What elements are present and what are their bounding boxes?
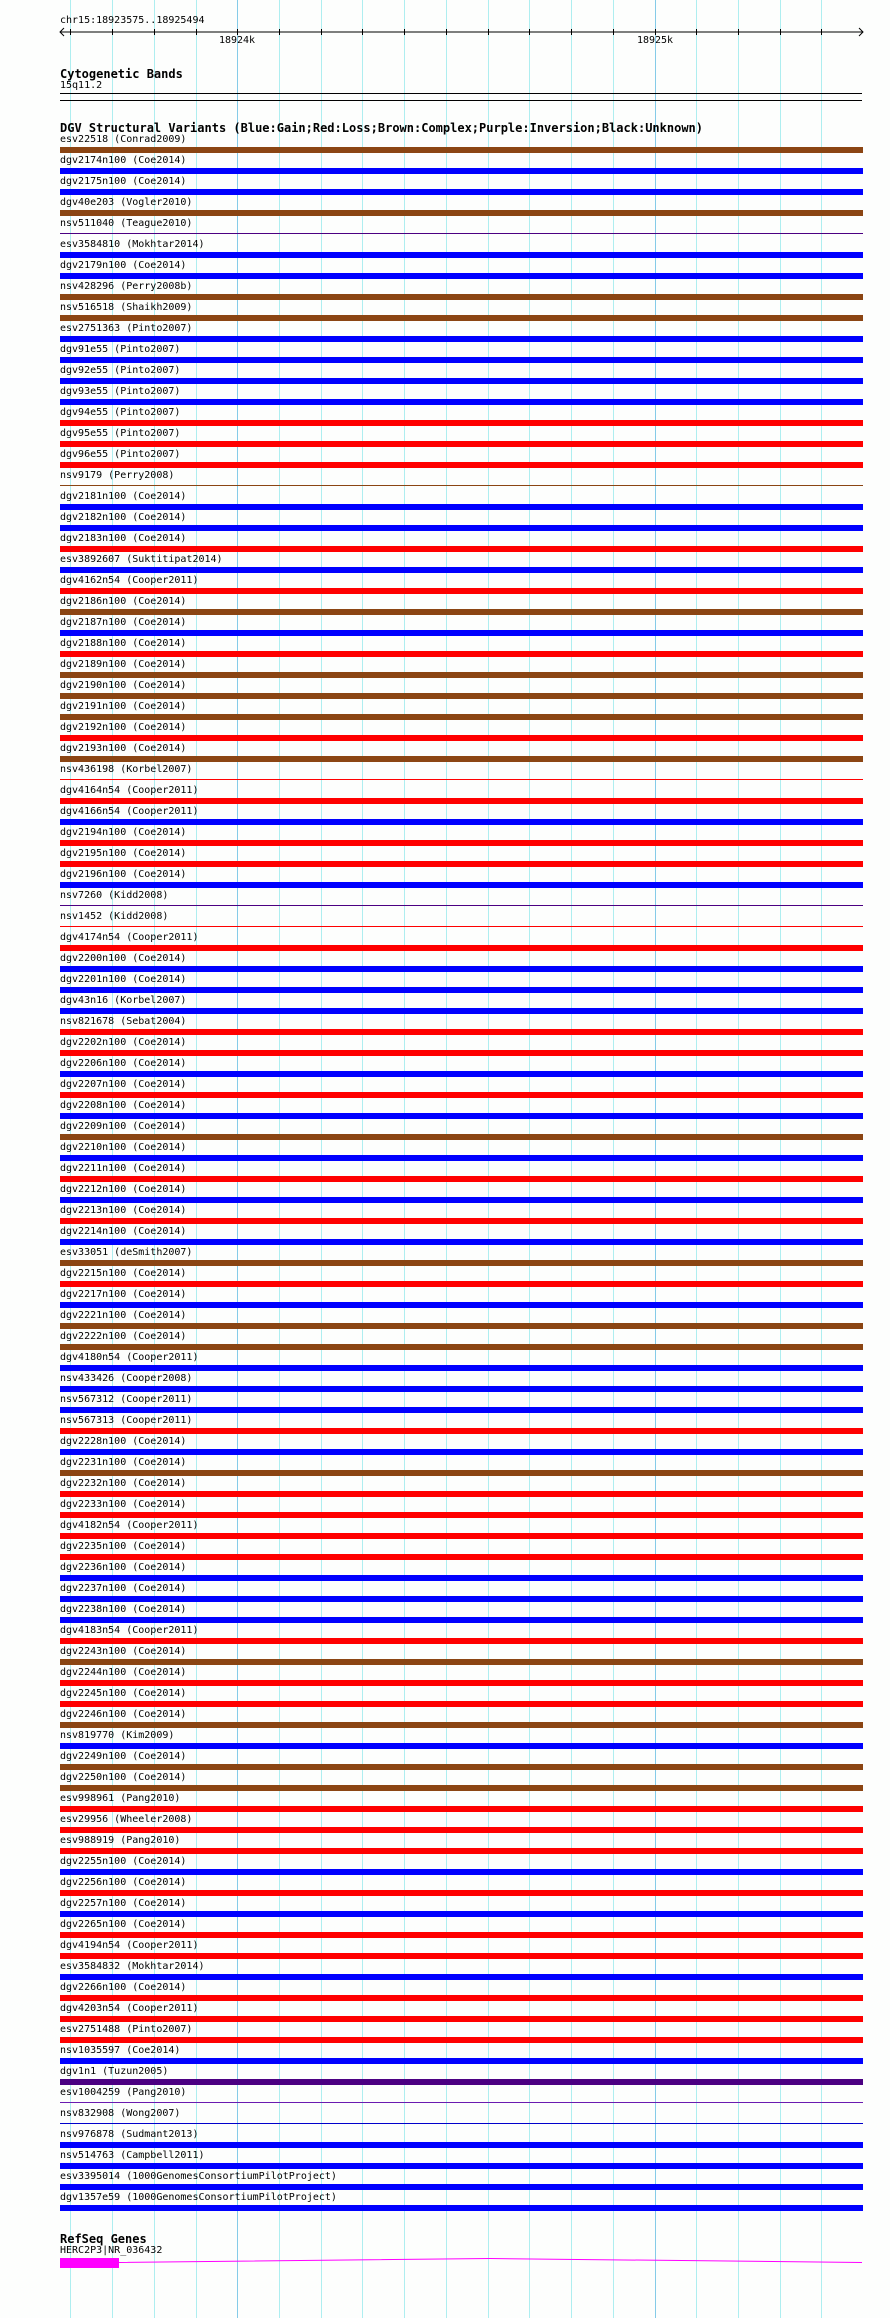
variant-label[interactable]: nsv976878 (Sudmant2013) — [60, 2129, 199, 2140]
variant-label[interactable]: dgv2236n100 (Coe2014) — [60, 1562, 187, 1573]
variant-complex-bar[interactable] — [60, 485, 863, 486]
variant-label[interactable]: dgv1n1 (Tuzun2005) — [60, 2066, 169, 2077]
variant-label[interactable]: dgv4180n54 (Cooper2011) — [60, 1352, 199, 1363]
variant-label[interactable]: dgv2192n100 (Coe2014) — [60, 722, 187, 733]
variant-gain-bar[interactable] — [60, 1386, 863, 1392]
variant-inversion_light-bar[interactable] — [60, 2102, 863, 2103]
variant-gain-bar[interactable] — [60, 336, 863, 342]
variant-gain-bar[interactable] — [60, 1911, 863, 1917]
variant-label[interactable]: dgv2194n100 (Coe2014) — [60, 827, 187, 838]
variant-label[interactable]: dgv2217n100 (Coe2014) — [60, 1289, 187, 1300]
variant-loss-bar[interactable] — [60, 1848, 863, 1854]
variant-label[interactable]: dgv2207n100 (Coe2014) — [60, 1079, 187, 1090]
variant-loss-bar[interactable] — [60, 779, 863, 780]
variant-gain-bar[interactable] — [60, 1008, 863, 1014]
variant-label[interactable]: dgv2193n100 (Coe2014) — [60, 743, 187, 754]
variant-label[interactable]: dgv2174n100 (Coe2014) — [60, 155, 187, 166]
variant-label[interactable]: dgv2232n100 (Coe2014) — [60, 1478, 187, 1489]
variant-label[interactable]: dgv4194n54 (Cooper2011) — [60, 1940, 199, 1951]
ruler-tick — [196, 29, 197, 35]
variant-label[interactable]: nsv433426 (Cooper2008) — [60, 1373, 193, 1384]
variant-complex-bar[interactable] — [60, 609, 863, 615]
variant-complex-bar[interactable] — [60, 714, 863, 720]
variant-gain-bar[interactable] — [60, 504, 863, 510]
variant-label[interactable]: dgv2191n100 (Coe2014) — [60, 701, 187, 712]
variant-complex-bar[interactable] — [60, 1659, 863, 1665]
variant-gain-bar[interactable] — [60, 1743, 863, 1749]
variant-gain-bar[interactable] — [60, 1974, 863, 1980]
variant-label[interactable]: nsv436198 (Korbel2007) — [60, 764, 193, 775]
variant-gain-bar[interactable] — [60, 525, 863, 531]
variant-inversion-bar[interactable] — [60, 905, 863, 906]
variant-complex-bar[interactable] — [60, 1344, 863, 1350]
location-label: chr15:18923575..18925494 — [60, 15, 205, 26]
variant-label[interactable]: nsv9179 (Perry2008) — [60, 470, 175, 481]
variant-label[interactable]: dgv2211n100 (Coe2014) — [60, 1163, 187, 1174]
variant-loss-bar[interactable] — [60, 1701, 863, 1707]
variant-label[interactable]: dgv2235n100 (Coe2014) — [60, 1541, 187, 1552]
variant-loss-bar[interactable] — [60, 2037, 863, 2043]
variant-label[interactable]: dgv92e55 (Pinto2007) — [60, 365, 181, 376]
variant-label[interactable]: dgv2249n100 (Coe2014) — [60, 1751, 187, 1762]
variant-label[interactable]: nsv7260 (Kidd2008) — [60, 890, 169, 901]
variant-loss-bar[interactable] — [60, 1638, 863, 1644]
variant-label[interactable]: dgv2243n100 (Coe2014) — [60, 1646, 187, 1657]
variant-loss-bar[interactable] — [60, 441, 863, 447]
ruler-tick — [529, 29, 530, 35]
variant-label[interactable]: dgv2237n100 (Coe2014) — [60, 1583, 187, 1594]
ruler-tick-label: 18925k — [636, 35, 674, 46]
variant-gain-bar[interactable] — [60, 2184, 863, 2190]
ruler-tick — [279, 29, 280, 35]
variant-label[interactable]: dgv2189n100 (Coe2014) — [60, 659, 187, 670]
variant-label[interactable]: dgv4174n54 (Cooper2011) — [60, 932, 199, 943]
variant-gain-bar[interactable] — [60, 1617, 863, 1623]
variant-gain-bar[interactable] — [60, 1596, 863, 1602]
variant-label[interactable]: dgv2231n100 (Coe2014) — [60, 1457, 187, 1468]
cytoband-label[interactable]: 15q11.2 — [60, 80, 103, 91]
variant-gain-bar[interactable] — [60, 1407, 863, 1413]
variant-gain-bar[interactable] — [60, 819, 863, 825]
variant-gain-bar[interactable] — [60, 2163, 863, 2169]
ruler-tick — [696, 29, 697, 35]
ruler-tick — [321, 29, 322, 35]
variant-loss-bar[interactable] — [60, 546, 863, 552]
variant-loss-bar[interactable] — [60, 1428, 863, 1434]
variant-loss-bar[interactable] — [60, 1281, 863, 1287]
variant-gain-bar[interactable] — [60, 2142, 863, 2148]
variant-gain-bar[interactable] — [60, 2058, 863, 2064]
variant-label[interactable]: dgv2233n100 (Coe2014) — [60, 1499, 187, 1510]
variant-gain-bar[interactable] — [60, 1197, 863, 1203]
variant-loss-bar[interactable] — [60, 1554, 863, 1560]
variant-label[interactable]: dgv95e55 (Pinto2007) — [60, 428, 181, 439]
variant-label[interactable]: dgv2206n100 (Coe2014) — [60, 1058, 187, 1069]
variant-label[interactable]: dgv43n16 (Korbel2007) — [60, 995, 187, 1006]
variant-gain-bar[interactable] — [60, 567, 863, 573]
variant-gain-bar[interactable] — [60, 378, 863, 384]
variant-label[interactable]: dgv2238n100 (Coe2014) — [60, 1604, 187, 1615]
variant-complex-bar[interactable] — [60, 693, 863, 699]
variant-loss-bar[interactable] — [60, 651, 863, 657]
variant-label[interactable]: dgv2265n100 (Coe2014) — [60, 1919, 187, 1930]
variant-loss-bar[interactable] — [60, 1890, 863, 1896]
ruler-tick — [154, 29, 155, 35]
variant-label[interactable]: dgv2210n100 (Coe2014) — [60, 1142, 187, 1153]
variant-label[interactable]: dgv40e203 (Vogler2010) — [60, 197, 193, 208]
variant-loss-bar[interactable] — [60, 1680, 863, 1686]
gene-label[interactable]: HERC2P3|NR_036432 — [60, 2245, 163, 2256]
variant-label[interactable]: dgv2246n100 (Coe2014) — [60, 1709, 187, 1720]
variant-label[interactable]: nsv567312 (Cooper2011) — [60, 1394, 193, 1405]
variant-label[interactable]: esv3395014 (1000GenomesConsortiumPilotProject) — [60, 2171, 337, 2182]
refseq-track-title: RefSeq Genes — [60, 2232, 147, 2246]
variant-complex-bar[interactable] — [60, 1785, 863, 1791]
variant-label[interactable]: dgv2182n100 (Coe2014) — [60, 512, 187, 523]
ruler-tick — [70, 29, 71, 35]
variant-loss-bar[interactable] — [60, 1953, 863, 1959]
variant-complex-bar[interactable] — [60, 1134, 863, 1140]
variant-label[interactable]: dgv4203n54 (Cooper2011) — [60, 2003, 199, 2014]
variant-gain-bar[interactable] — [60, 1113, 863, 1119]
gene-feature[interactable] — [0, 2250, 890, 2274]
dgv-track-title: DGV Structural Variants (Blue:Gain;Red:Loss;Brown:Complex;Purple:Inversion;Black:Unknown) — [60, 121, 703, 135]
variant-label[interactable]: nsv819770 (Kim2009) — [60, 1730, 175, 1741]
variant-complex-bar[interactable] — [60, 1260, 863, 1266]
variant-label[interactable]: dgv4162n54 (Cooper2011) — [60, 575, 199, 586]
ruler-tick — [404, 29, 405, 35]
variant-gain-bar[interactable] — [60, 252, 863, 258]
variant-label[interactable]: dgv2202n100 (Coe2014) — [60, 1037, 187, 1048]
variant-gain-bar[interactable] — [60, 1155, 863, 1161]
variant-gain-bar[interactable] — [60, 399, 863, 405]
variant-complex-bar[interactable] — [60, 1764, 863, 1770]
variant-loss-bar[interactable] — [60, 861, 863, 867]
variant-label[interactable]: dgv2187n100 (Coe2014) — [60, 617, 187, 628]
variant-label[interactable]: dgv2181n100 (Coe2014) — [60, 491, 187, 502]
variant-complex-bar[interactable] — [60, 1323, 863, 1329]
variant-label[interactable]: nsv832908 (Wong2007) — [60, 2108, 181, 2119]
variant-label[interactable]: esv3584832 (Mokhtar2014) — [60, 1961, 205, 1972]
variant-label[interactable]: esv2751488 (Pinto2007) — [60, 2024, 193, 2035]
variant-label[interactable]: dgv2186n100 (Coe2014) — [60, 596, 187, 607]
variant-gain-bar[interactable] — [60, 357, 863, 363]
variant-label[interactable]: esv22518 (Conrad2009) — [60, 134, 187, 145]
variant-label[interactable]: esv988919 (Pang2010) — [60, 1835, 181, 1846]
variant-label[interactable]: dgv2201n100 (Coe2014) — [60, 974, 187, 985]
variant-loss-bar[interactable] — [60, 1827, 863, 1833]
variant-label[interactable]: nsv821678 (Sebat2004) — [60, 1016, 187, 1027]
cytobands-track-title: Cytogenetic Bands — [60, 67, 183, 81]
variant-label[interactable]: dgv94e55 (Pinto2007) — [60, 407, 181, 418]
variant-gain-bar[interactable] — [60, 1239, 863, 1245]
ruler-tick — [780, 29, 781, 35]
ruler-tick — [112, 29, 113, 35]
ruler-tick — [488, 29, 489, 35]
ruler-axis — [56, 26, 868, 38]
variant-gain-bar[interactable] — [60, 1449, 863, 1455]
variant-gain-bar[interactable] — [60, 882, 863, 888]
variant-label[interactable]: dgv4164n54 (Cooper2011) — [60, 785, 199, 796]
ruler-tick — [446, 29, 447, 35]
variant-label[interactable]: dgv2212n100 (Coe2014) — [60, 1184, 187, 1195]
variant-complex-bar[interactable] — [60, 315, 863, 321]
variant-label[interactable]: dgv2196n100 (Coe2014) — [60, 869, 187, 880]
variant-label[interactable]: dgv1357e59 (1000GenomesConsortiumPilotProject) — [60, 2192, 337, 2203]
variant-label[interactable]: dgv2200n100 (Coe2014) — [60, 953, 187, 964]
variant-loss-bar[interactable] — [60, 588, 863, 594]
variant-label[interactable]: nsv1035597 (Coe2014) — [60, 2045, 181, 2056]
variant-loss-bar[interactable] — [60, 2016, 863, 2022]
variant-label[interactable]: nsv514763 (Campbell2011) — [60, 2150, 205, 2161]
variant-inversion-bar[interactable] — [60, 233, 863, 234]
variant-complex-bar[interactable] — [60, 1722, 863, 1728]
variant-gain-bar[interactable] — [60, 1869, 863, 1875]
variant-complex-bar[interactable] — [60, 756, 863, 762]
variant-label[interactable]: nsv511040 (Teague2010) — [60, 218, 193, 229]
variant-label[interactable]: dgv2256n100 (Coe2014) — [60, 1877, 187, 1888]
variant-gain-bar[interactable] — [60, 168, 863, 174]
variant-loss-bar[interactable] — [60, 798, 863, 804]
variant-label[interactable]: dgv2221n100 (Coe2014) — [60, 1310, 187, 1321]
variant-label[interactable]: dgv2213n100 (Coe2014) — [60, 1205, 187, 1216]
variant-loss-bar[interactable] — [60, 1806, 863, 1812]
ruler-tick — [821, 29, 822, 35]
variant-loss-bar[interactable] — [60, 926, 863, 927]
variant-gain-bar[interactable] — [60, 189, 863, 195]
cytoband-line — [60, 93, 862, 94]
variant-gain-bar[interactable] — [60, 1071, 863, 1077]
variant-loss-bar[interactable] — [60, 1533, 863, 1539]
variant-label[interactable]: dgv93e55 (Pinto2007) — [60, 386, 181, 397]
ruler-tick — [613, 29, 614, 35]
variant-loss-bar[interactable] — [60, 1512, 863, 1518]
variant-gain-bar[interactable] — [60, 1302, 863, 1308]
variant-label[interactable]: dgv2214n100 (Coe2014) — [60, 1226, 187, 1237]
variant-label[interactable]: dgv2245n100 (Coe2014) — [60, 1688, 187, 1699]
variant-loss-bar[interactable] — [60, 945, 863, 951]
variant-label[interactable]: dgv2244n100 (Coe2014) — [60, 1667, 187, 1678]
variant-loss-bar[interactable] — [60, 1218, 863, 1224]
variant-gain-bar[interactable] — [60, 987, 863, 993]
variant-loss-bar[interactable] — [60, 735, 863, 741]
variant-loss-bar[interactable] — [60, 1176, 863, 1182]
variant-label[interactable]: dgv2175n100 (Coe2014) — [60, 176, 187, 187]
variant-label[interactable]: dgv2266n100 (Coe2014) — [60, 1982, 187, 1993]
variant-label[interactable]: dgv91e55 (Pinto2007) — [60, 344, 181, 355]
variant-loss-bar[interactable] — [60, 1995, 863, 2001]
variant-label[interactable]: dgv2179n100 (Coe2014) — [60, 260, 187, 271]
variant-label[interactable]: dgv2228n100 (Coe2014) — [60, 1436, 187, 1447]
variant-label[interactable]: dgv2209n100 (Coe2014) — [60, 1121, 187, 1132]
variant-label[interactable]: dgv2188n100 (Coe2014) — [60, 638, 187, 649]
variant-gain-bar[interactable] — [60, 1575, 863, 1581]
variant-complex-bar[interactable] — [60, 294, 863, 300]
variant-label[interactable]: nsv1452 (Kidd2008) — [60, 911, 169, 922]
variant-complex-bar[interactable] — [60, 672, 863, 678]
variant-complex-bar[interactable] — [60, 147, 863, 153]
variant-loss-bar[interactable] — [60, 1092, 863, 1098]
variant-label[interactable]: dgv2183n100 (Coe2014) — [60, 533, 187, 544]
variant-label[interactable]: dgv4166n54 (Cooper2011) — [60, 806, 199, 817]
variant-label[interactable]: esv3892607 (Suktitipat2014) — [60, 554, 223, 565]
variant-loss-bar[interactable] — [60, 420, 863, 426]
variant-label[interactable]: esv1004259 (Pang2010) — [60, 2087, 187, 2098]
gene-exon — [60, 2258, 119, 2268]
variant-label[interactable]: nsv567313 (Cooper2011) — [60, 1415, 193, 1426]
variant-label[interactable]: dgv2250n100 (Coe2014) — [60, 1772, 187, 1783]
variant-loss-bar[interactable] — [60, 1029, 863, 1035]
ruler-tick — [738, 29, 739, 35]
cytoband-line — [60, 100, 862, 101]
variant-label[interactable]: dgv96e55 (Pinto2007) — [60, 449, 181, 460]
variant-loss-bar[interactable] — [60, 1932, 863, 1938]
variant-label[interactable]: dgv2208n100 (Coe2014) — [60, 1100, 187, 1111]
variant-label[interactable]: dgv2222n100 (Coe2014) — [60, 1331, 187, 1342]
variant-complex-bar[interactable] — [60, 1470, 863, 1476]
ruler-tick-label: 18924k — [218, 35, 256, 46]
variant-label[interactable]: dgv4182n54 (Cooper2011) — [60, 1520, 199, 1531]
variant-label[interactable]: esv2751363 (Pinto2007) — [60, 323, 193, 334]
variant-loss-bar[interactable] — [60, 1050, 863, 1056]
variant-loss-bar[interactable] — [60, 1491, 863, 1497]
variant-gain-bar[interactable] — [60, 1365, 863, 1371]
variant-gain-bar[interactable] — [60, 630, 863, 636]
variant-label[interactable]: dgv2255n100 (Coe2014) — [60, 1856, 187, 1867]
variant-label[interactable]: dgv4183n54 (Cooper2011) — [60, 1625, 199, 1636]
variant-label[interactable]: esv29956 (Wheeler2008) — [60, 1814, 193, 1825]
ruler-tick — [362, 29, 363, 35]
variant-label[interactable]: nsv516518 (Shaikh2009) — [60, 302, 193, 313]
variant-gain_dark-bar[interactable] — [60, 2123, 863, 2124]
variant-inversion-bar[interactable] — [60, 2079, 863, 2085]
variant-label[interactable]: esv33051 (deSmith2007) — [60, 1247, 193, 1258]
variant-label[interactable]: nsv428296 (Perry2008b) — [60, 281, 193, 292]
variant-loss-bar[interactable] — [60, 462, 863, 468]
ruler-tick — [571, 29, 572, 35]
variant-loss-bar[interactable] — [60, 840, 863, 846]
variant-gain-bar[interactable] — [60, 2205, 863, 2211]
variant-gain-bar[interactable] — [60, 966, 863, 972]
variant-label[interactable]: dgv2257n100 (Coe2014) — [60, 1898, 187, 1909]
gene-intron — [119, 2259, 862, 2263]
variant-label[interactable]: dgv2195n100 (Coe2014) — [60, 848, 187, 859]
variant-label[interactable]: esv3584810 (Mokhtar2014) — [60, 239, 205, 250]
variant-gain-bar[interactable] — [60, 273, 863, 279]
variant-label[interactable]: dgv2215n100 (Coe2014) — [60, 1268, 187, 1279]
variant-complex-bar[interactable] — [60, 210, 863, 216]
variant-label[interactable]: dgv2190n100 (Coe2014) — [60, 680, 187, 691]
variant-label[interactable]: esv998961 (Pang2010) — [60, 1793, 181, 1804]
